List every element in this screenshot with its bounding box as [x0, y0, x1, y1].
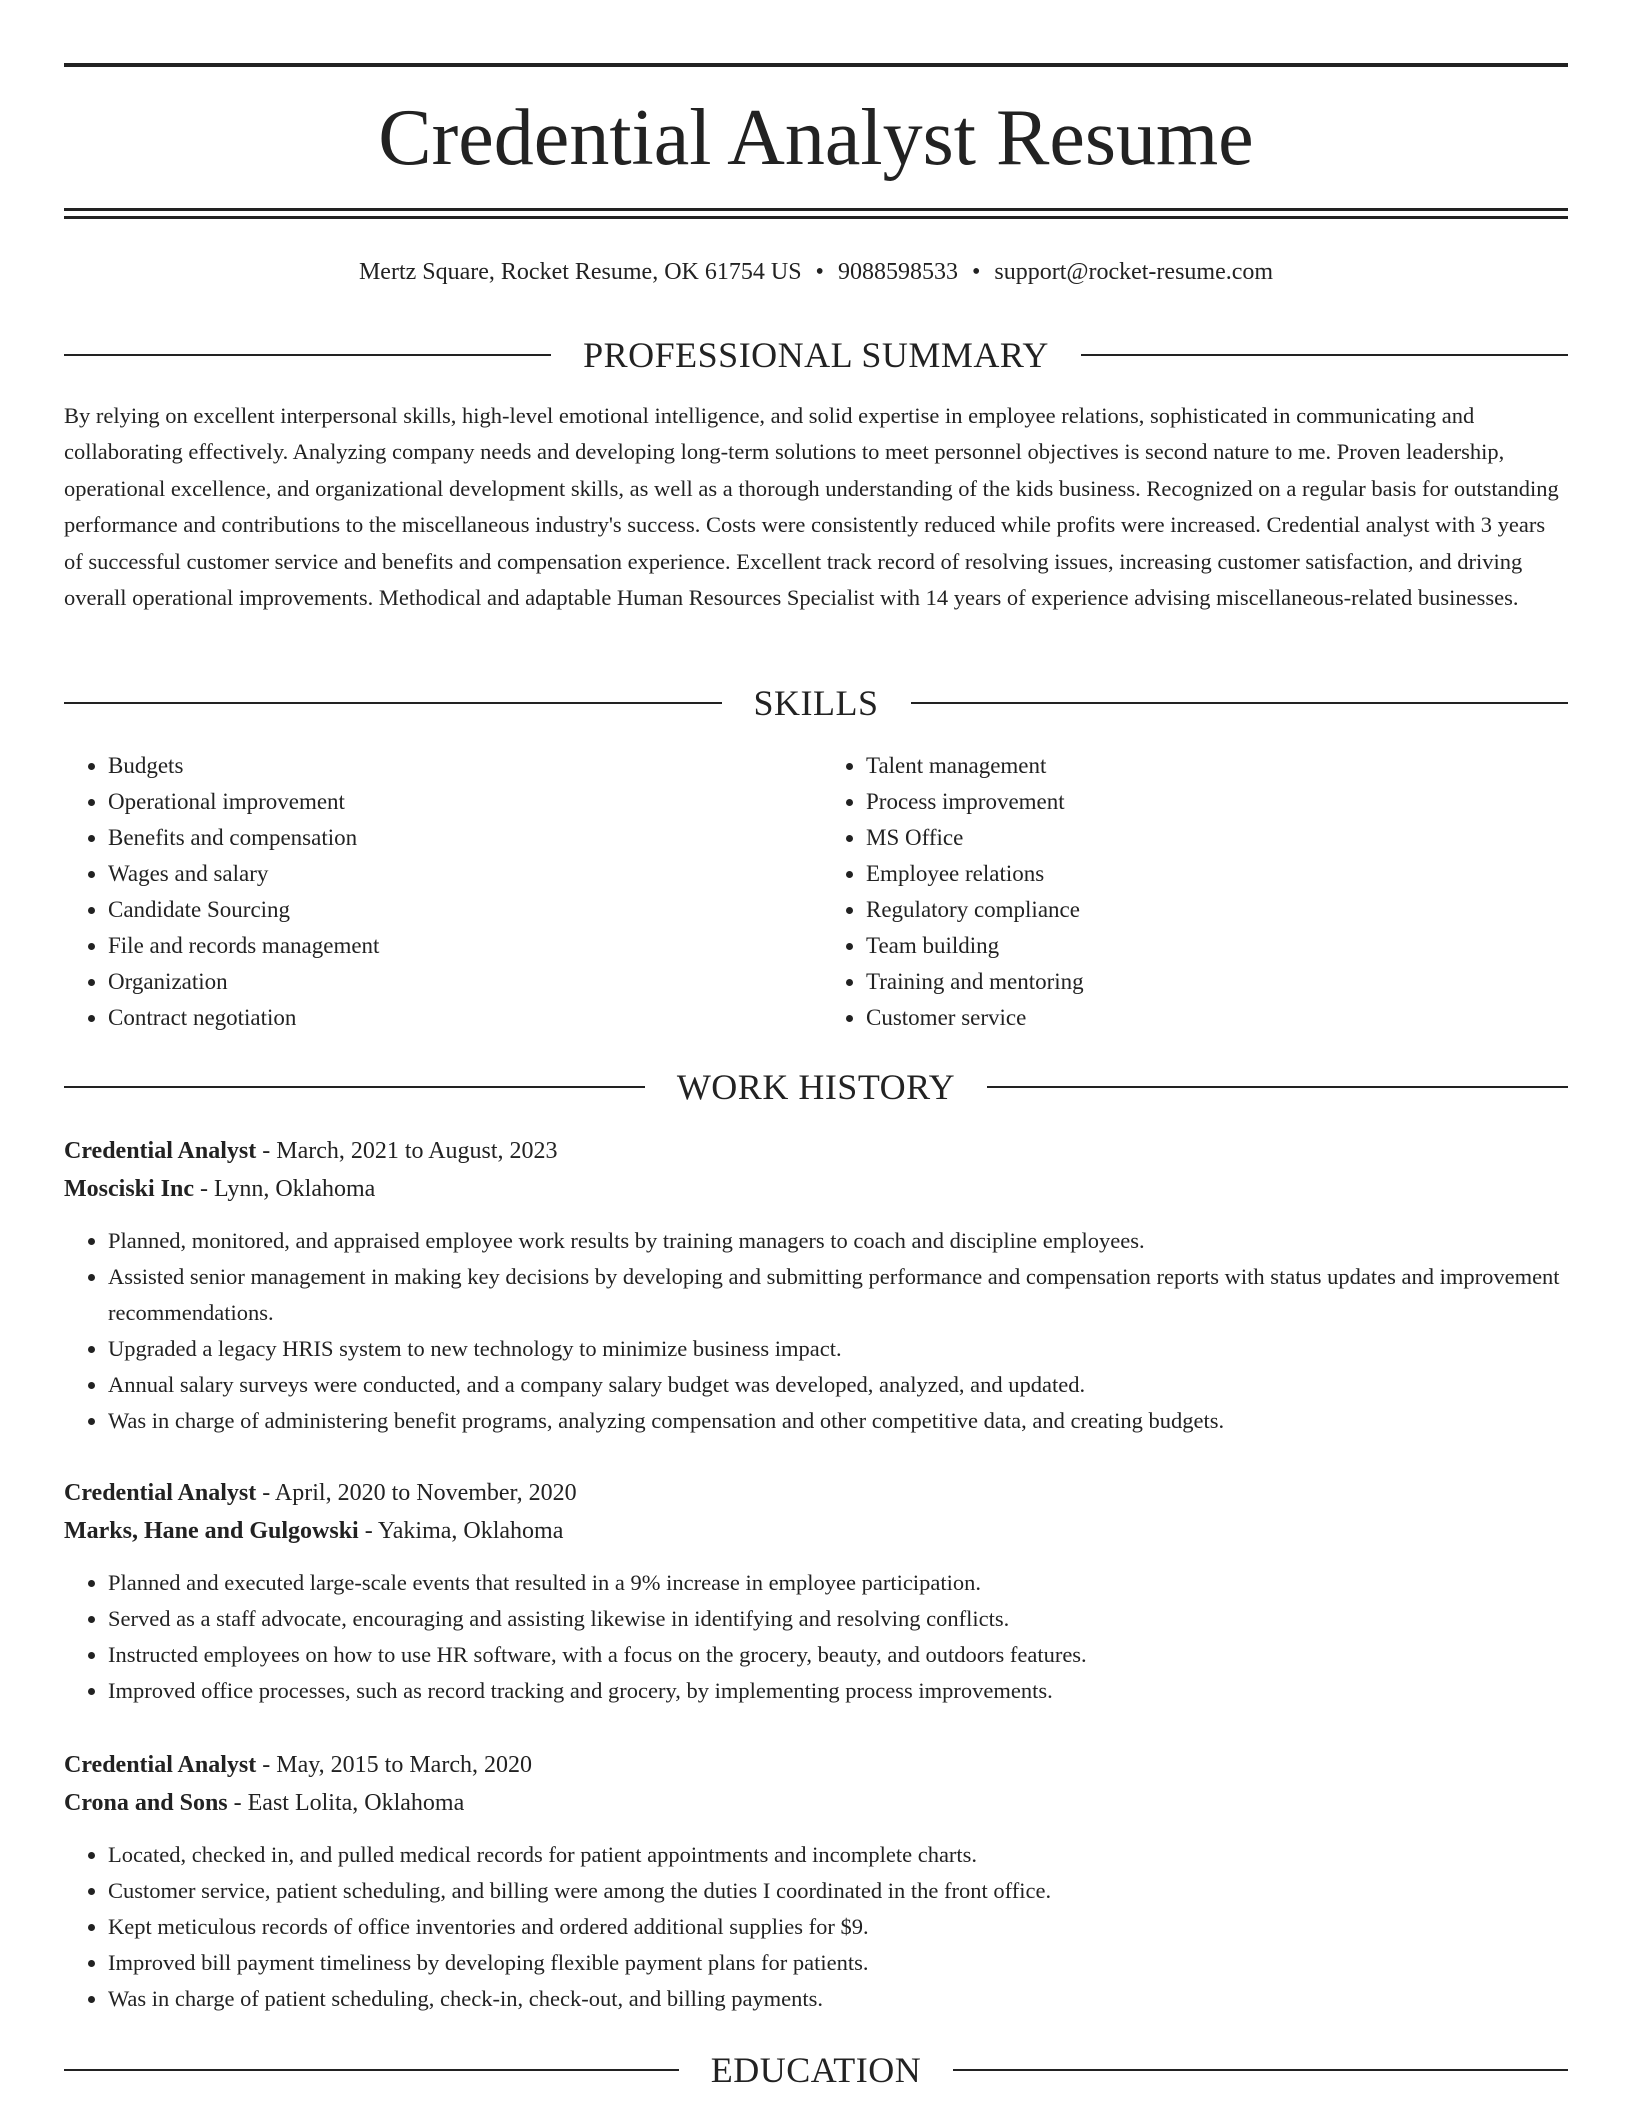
job-company: Mosciski Inc — [64, 1176, 195, 1202]
section-header-skills — [64, 681, 1568, 725]
skill-item: • File and records management — [108, 928, 806, 964]
skills-list — [64, 748, 1568, 1036]
skill-item: • Team building — [866, 928, 1564, 964]
job-company: Crona and Sons — [64, 1790, 228, 1816]
job-company-line — [64, 1512, 1568, 1550]
job-company-line — [64, 1170, 1568, 1208]
skill-item: • Process improvement — [866, 784, 1564, 820]
job-title-line — [64, 1474, 1568, 1512]
skill-item: • Customer service — [866, 1000, 1564, 1036]
section-rule — [64, 2069, 679, 2071]
skill-item: • Operational improvement — [108, 784, 806, 820]
job-title: Credential Analyst — [64, 1752, 257, 1778]
section-title: PROFESSIONAL SUMMARY — [583, 335, 1049, 375]
section-header-summary — [64, 333, 1568, 377]
job-dates: - March, 2021 to August, 2023 — [256, 1138, 558, 1164]
skill-item: • MS Office — [866, 820, 1564, 856]
contact-line — [64, 252, 1568, 292]
skill-item: • Talent management — [866, 748, 1564, 784]
job-duty: • Was in charge of patient scheduling, check-in, check-out, and billing payments. — [108, 1981, 1568, 2017]
section-title: SKILLS — [753, 683, 879, 723]
job-entry — [64, 1132, 1568, 1439]
job-title: Credential Analyst — [64, 1138, 257, 1164]
job-location: - Lynn, Oklahoma — [194, 1176, 376, 1202]
skill-item: • Candidate Sourcing — [108, 892, 806, 928]
job-duty: • Planned, monitored, and appraised employee work results by training managers to coach and discipline employees. — [108, 1223, 1568, 1259]
skill-item: • Benefits and compensation — [108, 820, 806, 856]
section-header-education — [64, 2048, 1568, 2092]
section-header-work-history — [64, 1065, 1568, 1109]
job-duty: • Improved office processes, such as record tracking and grocery, by implementing process improvements. — [108, 1673, 1568, 1709]
job-duties — [64, 1223, 1568, 1439]
section-rule — [64, 702, 722, 704]
job-duties — [64, 1565, 1568, 1709]
job-dates: - May, 2015 to March, 2020 — [256, 1752, 532, 1778]
skill-item: • Training and mentoring — [866, 964, 1564, 1000]
job-entry — [64, 1474, 1568, 1709]
job-entry — [64, 1746, 1568, 2017]
section-rule — [64, 354, 551, 356]
job-duty: • Was in charge of administering benefit programs, analyzing compensation and other competitive data, and creating budgets. — [108, 1403, 1568, 1439]
job-duty: • Customer service, patient scheduling, and billing were among the duties I coordinated in the front office. — [108, 1873, 1568, 1909]
job-duties — [64, 1837, 1568, 2017]
job-dates: - April, 2020 to November, 2020 — [256, 1480, 577, 1506]
title-rule-lower — [64, 216, 1568, 219]
section-rule — [953, 2069, 1568, 2071]
resume-title: Credential Analyst Resume — [378, 94, 1254, 182]
contact-phone: 9088598533 — [837, 259, 958, 285]
top-rule — [64, 63, 1568, 67]
skill-item: • Wages and salary — [108, 856, 806, 892]
section-title: EDUCATION — [710, 2050, 922, 2090]
job-title-line — [64, 1746, 1568, 1784]
job-duty: • Assisted senior management in making key decisions by developing and submitting performance and compensation reports with status updates and improvement recommendations. — [108, 1259, 1568, 1331]
skill-item: • Regulatory compliance — [866, 892, 1564, 928]
skill-item: • Budgets — [108, 748, 806, 784]
job-duty: • Located, checked in, and pulled medical records for patient appointments and incomplete charts. — [108, 1837, 1568, 1873]
job-company-line — [64, 1784, 1568, 1822]
job-duty: • Annual salary surveys were conducted, and a company salary budget was developed, analyzed, and updated. — [108, 1367, 1568, 1403]
job-duty: • Planned and executed large-scale events that resulted in a 9% increase in employee participation. — [108, 1565, 1568, 1601]
job-duty: • Served as a staff advocate, encouraging and assisting likewise in identifying and resolving conflicts. — [108, 1601, 1568, 1637]
section-rule — [1081, 354, 1568, 356]
contact-separator: • — [971, 259, 981, 285]
section-rule — [64, 1086, 645, 1088]
skill-item: • Contract negotiation — [108, 1000, 806, 1036]
contact-address: Mertz Square, Rocket Resume, OK 61754 US — [358, 259, 802, 285]
job-duty: • Instructed employees on how to use HR software, with a focus on the grocery, beauty, and outdoors features. — [108, 1637, 1568, 1673]
skill-item: • Employee relations — [866, 856, 1564, 892]
contact-separator: • — [815, 259, 824, 285]
job-title-line — [64, 1132, 1568, 1170]
title-rule-upper — [64, 208, 1568, 211]
skills-column-right — [806, 748, 1564, 1036]
contact-email: support@rocket-resume.com — [994, 259, 1274, 285]
professional-summary: By relying on excellent interpersonal skills, high-level emotional intelligence, and solid expertise in employee relations, sophisticated in communicating and collaborating effectively. Analyzing company needs and developing long-term solutions to meet personnel objectives is second nature to me. Proven leadership, operational excellence, and organizational development skills, as well as a thorough understanding of the kids business. Recognized on a regular basis for outstanding performance and contributions to the miscellaneous industry's success. Costs were consistently reduced while profits were increased. Credential analyst with 3 years of successful customer service and benefits and compensation experience. Excellent track record of resolving issues, increasing customer satisfaction, and driving overall operational improvements. Methodical and adaptable Human Resources Specialist with 14 years of experience advising miscellaneous-related businesses. — [64, 403, 1559, 611]
job-company: Marks, Hane and Gulgowski — [64, 1518, 359, 1544]
job-duty: • Kept meticulous records of office inventories and ordered additional supplies for $9. — [108, 1909, 1568, 1945]
skills-column-left — [64, 748, 806, 1036]
section-rule — [911, 702, 1569, 704]
job-location: - Yakima, Oklahoma — [358, 1518, 564, 1544]
job-title: Credential Analyst — [64, 1480, 257, 1506]
skill-item: • Organization — [108, 964, 806, 1000]
job-location: - East Lolita, Oklahoma — [227, 1790, 465, 1816]
job-duty: • Improved bill payment timeliness by developing flexible payment plans for patients. — [108, 1945, 1568, 1981]
section-rule — [987, 1086, 1568, 1088]
job-duty: • Upgraded a legacy HRIS system to new technology to minimize business impact. — [108, 1331, 1568, 1367]
section-title: WORK HISTORY — [676, 1067, 956, 1107]
